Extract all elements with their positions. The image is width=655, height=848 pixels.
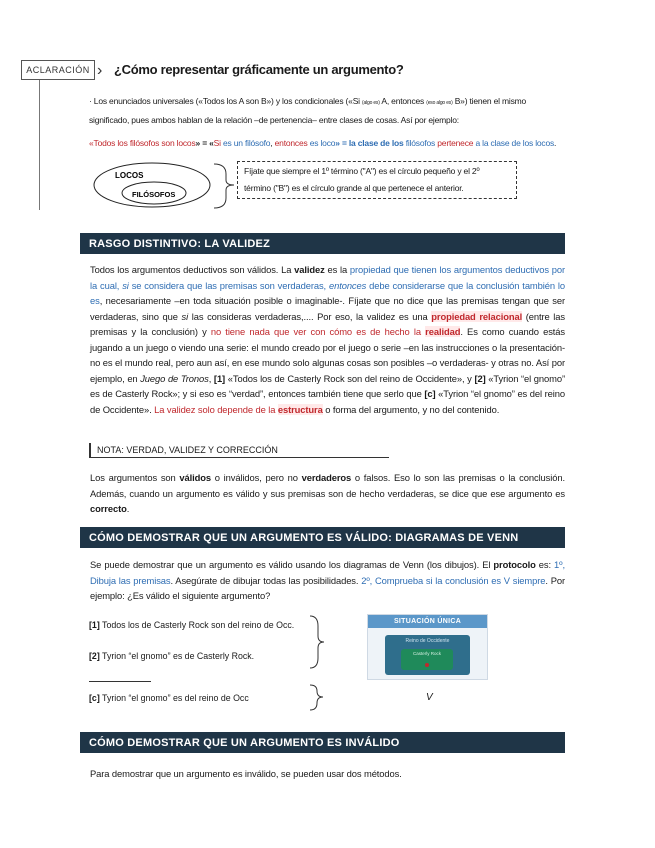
venn-diagram-small xyxy=(88,160,238,212)
example-word: es xyxy=(309,138,319,148)
text: Juego de Tronos xyxy=(140,372,209,384)
brace-icon xyxy=(306,683,326,713)
note-line: término ("B") es el círculo grande al que pertenece el anterior. xyxy=(244,183,464,193)
brace-icon xyxy=(306,614,326,670)
text: . xyxy=(126,503,130,514)
text: «Tyrion “el gnomo” es del reino de Occidente». xyxy=(90,388,565,415)
example-word: «Todos los xyxy=(89,138,128,148)
example-word: es un xyxy=(223,138,243,148)
reino-occidente-region xyxy=(385,635,470,675)
intro-text: significado, pues ambos hablan de la relación –de pertenencia– entre clases de cosas. Así por ejemplo: xyxy=(89,115,459,125)
conclusion-divider xyxy=(89,681,151,682)
section-header-venn xyxy=(80,527,565,548)
tag-connector-line xyxy=(39,80,40,210)
text: Se puede demostrar que un argumento es válido usando los diagramas de Venn (los dibujos). El xyxy=(90,559,494,570)
brace-icon xyxy=(214,164,234,208)
validez-paragraph xyxy=(90,262,565,417)
text: . Asegúrate de dibujar todas las posibilidades. xyxy=(170,574,362,586)
text: protocolo xyxy=(493,559,536,570)
premise-number: [2] xyxy=(89,651,100,661)
verdict: V xyxy=(426,692,433,703)
conclusion-number: [c] xyxy=(89,693,100,703)
text: . Por ejemplo: ¿Es válido el siguiente argumento? xyxy=(90,574,565,601)
page-title: ¿Cómo representar gráficamente un argumento? xyxy=(114,62,404,77)
text: 2º, Comprueba si la conclusión es V siempre xyxy=(361,574,546,586)
invalid-paragraph: Para demostrar que un argumento es inválido, se pueden usar dos métodos. xyxy=(90,768,402,779)
example-word: , xyxy=(270,138,273,148)
example-word: » = la clase de los xyxy=(335,138,404,148)
premise-2 xyxy=(89,651,254,661)
text: no tiene nada que ver con cómo es de hecho la xyxy=(210,326,421,337)
text: [1] xyxy=(213,372,226,384)
text: es la xyxy=(324,264,350,275)
example-word: filósofos xyxy=(129,138,160,148)
example-word: filósofo xyxy=(244,138,271,148)
text: «Todos los de Casterly Rock son del reino de Occidente», y xyxy=(225,372,475,384)
example-equivalence xyxy=(89,135,569,152)
text: Todos los argumentos deductivos son válidos. La xyxy=(90,264,295,275)
outer-label: Reino de Occidente xyxy=(405,638,450,644)
section-title: CÓMO DEMOSTRAR QUE UN ARGUMENTO ES INVÁLIDO xyxy=(89,736,400,749)
text: [2] xyxy=(474,372,486,384)
intro-text: B») tienen el mismo xyxy=(452,96,527,106)
text: entonces xyxy=(328,279,367,291)
casterly-rock-region xyxy=(401,649,453,670)
text: es: xyxy=(535,559,555,570)
text: Los argumentos son xyxy=(90,472,180,483)
conclusion xyxy=(89,693,249,703)
text: estructura xyxy=(277,403,323,415)
inner-label: Casterly Rock xyxy=(412,651,441,656)
text: validez xyxy=(294,264,325,275)
text: La validez solo depende de la xyxy=(154,403,276,415)
text: , xyxy=(208,372,214,384)
text: [c] xyxy=(424,388,436,399)
text: si xyxy=(181,310,189,322)
text: (entre las premisas y la conclusión) y xyxy=(90,310,565,337)
dashed-note xyxy=(237,161,517,199)
premise-text: Todos los de Casterly Rock son del reino de Occ. xyxy=(99,620,295,630)
example-word: a la clase de los xyxy=(475,138,534,148)
premise-number: [1] xyxy=(89,620,100,630)
example-word: . xyxy=(554,138,557,148)
text: o forma del argumento, y no del contenido. xyxy=(322,403,500,415)
chevron-right-icon: › xyxy=(97,62,103,79)
example-word: Si xyxy=(213,138,221,148)
text: , necesariamente –en toda situación posible o imaginable-. Fíjate que no dice que las premisas tengan que ser verdaderas, sino que xyxy=(90,295,565,322)
section-header-validez xyxy=(80,233,565,254)
filosofos-label: FILÓSOFOS xyxy=(132,190,176,199)
situation-header: SITUACIÓN ÚNICA xyxy=(368,615,487,628)
example-word: entonces xyxy=(274,138,308,148)
verdad-paragraph xyxy=(90,470,565,517)
note-label: NOTA: VERDAD, VALIDEZ Y CORRECCIÓN xyxy=(89,443,389,458)
brace-icon xyxy=(310,685,323,710)
example-word: filósofos xyxy=(405,138,436,148)
intro-text: · Los enunciados universales («Todos los A son B») y los condicionales («Si xyxy=(89,96,363,106)
example-word: son xyxy=(161,138,175,148)
example-word: locos xyxy=(535,138,555,148)
text: o inválidos, pero no xyxy=(211,472,302,483)
premise-text: Tyrion “el gnomo” es de Casterly Rock. xyxy=(99,651,255,661)
text: correcto xyxy=(90,503,127,514)
conclusion-text: Tyrion “el gnomo” es del reino de Occ xyxy=(99,693,249,703)
intro-tiny: (algo es) xyxy=(362,100,380,106)
text: o falsos. Eso lo son las premisas o la conclusión. Además, cuando un argumento es válido y sus premisas son de hecho verdaderas, se dice que ese argumento es xyxy=(90,472,565,499)
text: válidos xyxy=(179,472,212,483)
premise-1 xyxy=(89,620,294,630)
note-line: Fíjate que siempre el 1º término ("A") es el círculo pequeño y el 2º xyxy=(244,166,480,176)
example-word: » = « xyxy=(195,138,214,148)
text: . Es como cuando estás jugando a un juego o viendo una serie: el mundo creado por el juego o serie –en las instrucciones o la presentación- no es el mundo real, pero aun así, en ese mundo solo algunas cosas son posibles –o verdaderas- y otras no. Así por ejemplo, en xyxy=(90,326,565,384)
locos-label: LOCOS xyxy=(115,171,144,180)
venn-paragraph xyxy=(90,557,565,604)
text: debe considerarse que la conclusión también lo es xyxy=(90,279,565,306)
text: realidad xyxy=(425,326,461,337)
section-header-invalid xyxy=(80,732,565,753)
text: «Tyrion “el gnomo” es de Casterly Rock»; y si eso es “verdad”, entonces también tiene que serlo que xyxy=(90,372,565,399)
tyrion-dot xyxy=(425,663,429,667)
text: 1º, Dibuja las premisas xyxy=(90,559,565,586)
section-title: RASGO DISTINTIVO: LA VALIDEZ xyxy=(89,237,270,250)
section-title: CÓMO DEMOSTRAR QUE UN ARGUMENTO ES VÁLIDO: DIAGRAMAS DE VENN xyxy=(89,531,519,544)
text: propiedad que tienen los argumentos deductivos por la cual, xyxy=(90,264,566,291)
brace-icon xyxy=(310,616,324,668)
intro-paragraph xyxy=(89,93,569,129)
intro-text: A, entonces xyxy=(379,96,427,106)
intro-tiny: (eso algo es) xyxy=(426,100,453,106)
example-word: pertenece xyxy=(437,138,474,148)
text: las consideras verdaderas,.... Por eso, la validez es una xyxy=(188,310,432,322)
text: se considera que las premisas son verdaderas, xyxy=(131,279,327,291)
venn-situation-image xyxy=(367,614,488,680)
clarification-tag: ACLARACIÓN xyxy=(21,60,95,80)
text: propiedad relacional xyxy=(431,310,523,322)
text: si xyxy=(122,279,129,291)
text: verdaderos xyxy=(301,472,352,483)
example-word: loco xyxy=(320,138,336,148)
example-word: locos xyxy=(176,138,196,148)
